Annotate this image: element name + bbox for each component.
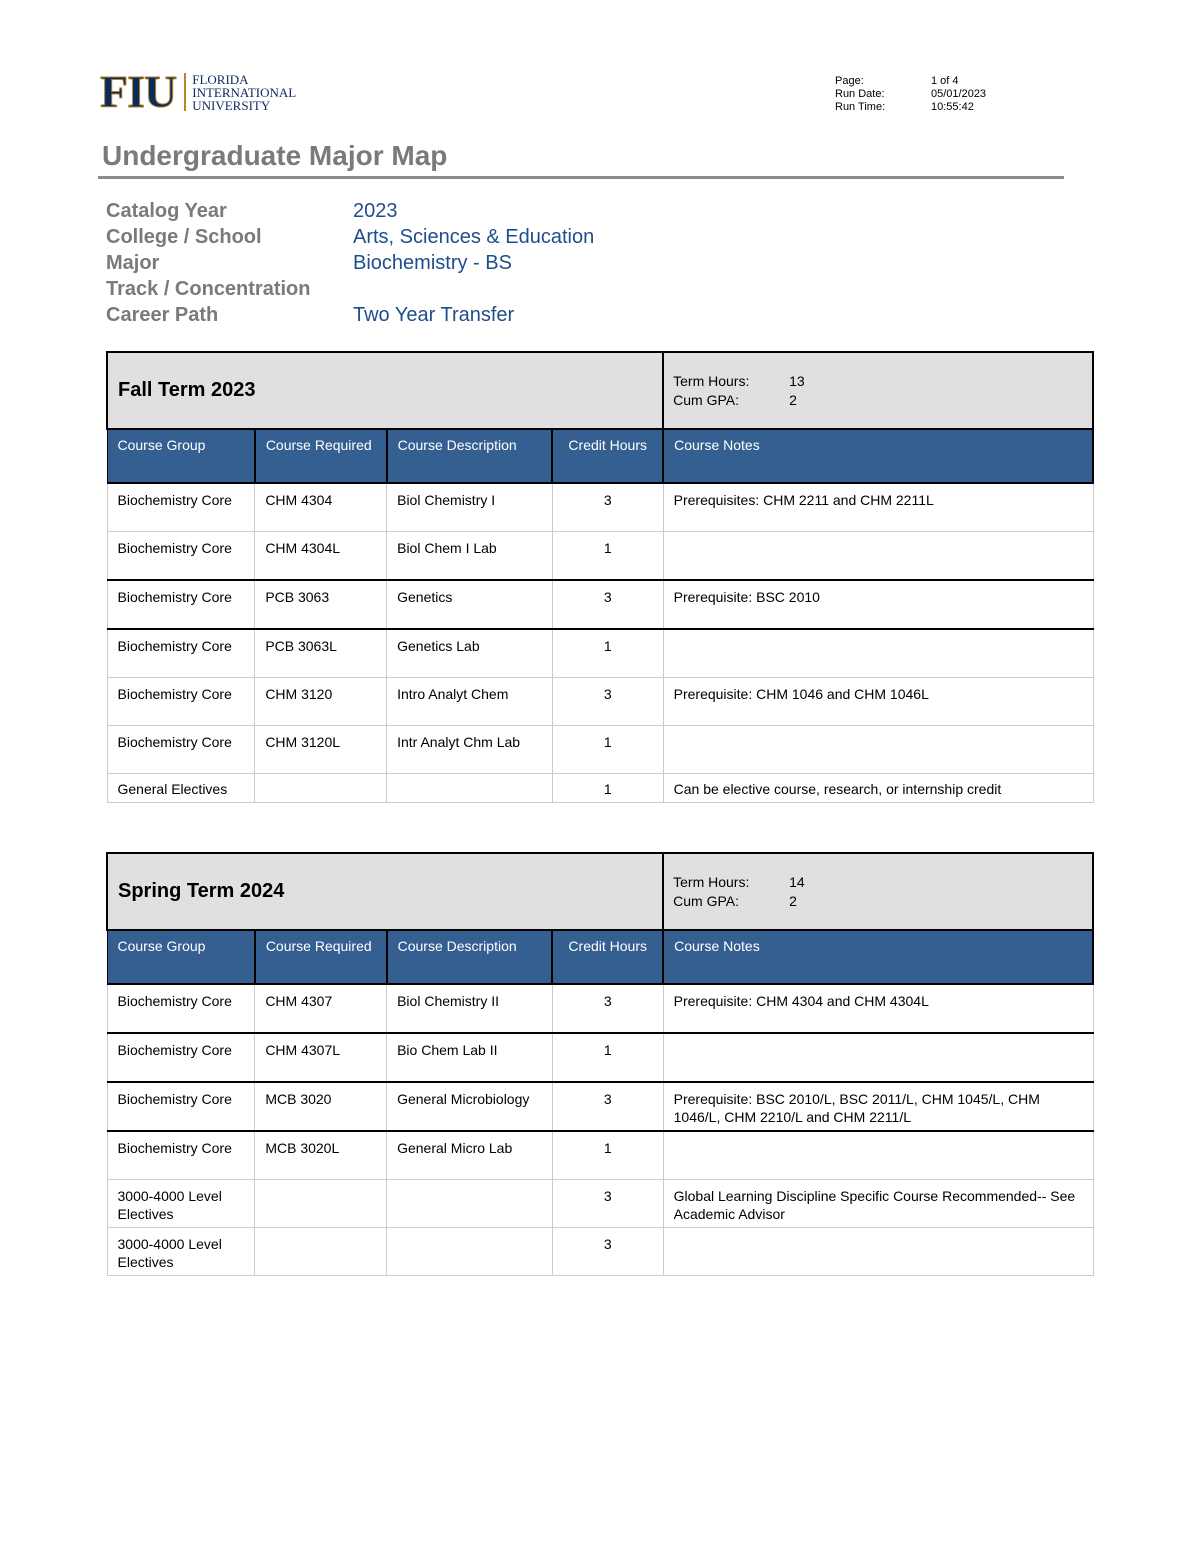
- col-course-required-cell: MCB 3020: [255, 1082, 387, 1131]
- col-credit-hours-cell: 3: [552, 1082, 663, 1131]
- logo-text: [192, 73, 296, 112]
- col-credit-hours-header: Credit Hours: [552, 429, 663, 483]
- col-course-description-cell: [387, 774, 553, 803]
- info-row: [106, 276, 594, 302]
- report-meta: [835, 75, 986, 114]
- title-divider: [98, 176, 1064, 179]
- col-credit-hours-cell: 3: [552, 678, 663, 726]
- col-course-required-cell: CHM 4307: [255, 984, 387, 1033]
- info-row: [106, 198, 594, 224]
- run-date: 05/01/2023: [931, 88, 987, 100]
- term-table: [106, 852, 1094, 1276]
- info-row: [106, 250, 594, 276]
- col-course-required-cell: CHM 3120L: [255, 726, 387, 774]
- info-label: Track / Concentration: [106, 278, 311, 300]
- col-course-required-header: Course Required: [255, 429, 387, 483]
- col-course-notes-cell: Global Learning Discipline Specific Course Recommended-- See Academic Advisor: [663, 1180, 1093, 1228]
- col-course-notes-cell: [663, 1228, 1093, 1276]
- col-course-required-cell: [255, 1180, 387, 1228]
- table-row: [107, 984, 1093, 1033]
- col-course-required-cell: PCB 3063L: [255, 629, 387, 678]
- table-row: [107, 629, 1093, 678]
- col-course-notes-cell: Prerequisites: CHM 2211 and CHM 2211L: [663, 483, 1093, 532]
- col-course-description-cell: Bio Chem Lab II: [387, 1033, 553, 1082]
- col-course-description-cell: Biol Chem I Lab: [387, 532, 553, 581]
- col-course-description-cell: Biol Chemistry I: [387, 483, 553, 532]
- info-value: Two Year Transfer: [353, 304, 515, 326]
- col-course-description-cell: General Microbiology: [387, 1082, 553, 1131]
- cum-gpa: 2: [789, 892, 797, 909]
- logo-line: FLORIDA: [192, 71, 249, 87]
- run-time: 10:55:42: [931, 101, 974, 113]
- term-hours: 14: [789, 873, 805, 890]
- col-course-group-cell: Biochemistry Core: [107, 1131, 255, 1180]
- info-label: College / School: [106, 226, 262, 248]
- col-credit-hours-cell: 3: [552, 984, 663, 1033]
- col-credit-hours-cell: 1: [552, 1131, 663, 1180]
- col-credit-hours-cell: 3: [552, 1180, 663, 1228]
- col-course-notes-cell: [663, 726, 1093, 774]
- col-course-group-cell: Biochemistry Core: [107, 726, 255, 774]
- col-course-group-header: Course Group: [107, 930, 255, 984]
- col-course-required-cell: PCB 3063: [255, 580, 387, 629]
- table-row: [107, 1082, 1093, 1131]
- table-row: [107, 483, 1093, 532]
- table-row: [107, 774, 1093, 803]
- col-course-notes-cell: [663, 1033, 1093, 1082]
- col-course-description-cell: Biol Chemistry II: [387, 984, 553, 1033]
- col-course-required-cell: CHM 3120: [255, 678, 387, 726]
- col-course-required-header: Course Required: [255, 930, 387, 984]
- term-stats: [663, 352, 1093, 429]
- col-credit-hours-cell: 1: [552, 629, 663, 678]
- cum-gpa-label: Cum GPA:: [673, 391, 739, 408]
- table-row: [107, 1228, 1093, 1276]
- col-course-description-cell: Intro Analyt Chem: [387, 678, 553, 726]
- page-label: Page:: [835, 75, 864, 87]
- col-course-group-header: Course Group: [107, 429, 255, 483]
- col-course-group-cell: Biochemistry Core: [107, 1082, 255, 1131]
- term-hours: 13: [789, 372, 805, 389]
- col-course-required-cell: [255, 1228, 387, 1276]
- term-stats: [663, 853, 1093, 930]
- col-course-required-cell: MCB 3020L: [255, 1131, 387, 1180]
- table-row: [107, 532, 1093, 581]
- term-name: Fall Term 2023: [107, 352, 663, 429]
- col-course-description-header: Course Description: [387, 930, 553, 984]
- table-row: [107, 726, 1093, 774]
- col-credit-hours-cell: 1: [552, 726, 663, 774]
- col-course-notes-cell: [663, 1131, 1093, 1180]
- term-name: Spring Term 2024: [107, 853, 663, 930]
- table-row: [107, 1131, 1093, 1180]
- term-table: [106, 351, 1094, 803]
- term-hours-label: Term Hours:: [673, 873, 750, 890]
- logo-line: UNIVERSITY: [192, 97, 271, 113]
- page-number: 1 of 4: [931, 75, 959, 87]
- col-course-description-cell: Intr Analyt Chm Lab: [387, 726, 553, 774]
- col-course-group-cell: Biochemistry Core: [107, 532, 255, 581]
- info-row: [106, 302, 594, 328]
- info-label: Major: [106, 252, 160, 274]
- col-course-notes-header: Course Notes: [663, 429, 1093, 483]
- col-course-description-cell: General Micro Lab: [387, 1131, 553, 1180]
- col-course-notes-cell: [663, 532, 1093, 581]
- fiu-logo: [100, 66, 297, 117]
- run-time-label: Run Time:: [835, 101, 886, 113]
- col-credit-hours-cell: 3: [552, 580, 663, 629]
- col-course-description-cell: [387, 1228, 553, 1276]
- table-row: [107, 678, 1093, 726]
- table-row: [107, 1180, 1093, 1228]
- col-course-required-cell: CHM 4307L: [255, 1033, 387, 1082]
- col-course-notes-cell: Can be elective course, research, or internship credit: [663, 774, 1093, 803]
- col-course-description-header: Course Description: [387, 429, 553, 483]
- col-course-required-cell: [255, 774, 387, 803]
- col-course-group-cell: Biochemistry Core: [107, 984, 255, 1033]
- info-value: 2023: [353, 200, 398, 222]
- cum-gpa-label: Cum GPA:: [673, 892, 739, 909]
- col-course-group-cell: Biochemistry Core: [107, 483, 255, 532]
- col-credit-hours-header: Credit Hours: [552, 930, 663, 984]
- info-value: Biochemistry - BS: [353, 252, 512, 274]
- col-course-notes-cell: [663, 629, 1093, 678]
- table-row: [107, 580, 1093, 629]
- cum-gpa: 2: [789, 391, 797, 408]
- col-credit-hours-cell: 1: [552, 532, 663, 581]
- col-credit-hours-cell: 1: [552, 774, 663, 803]
- run-date-label: Run Date:: [835, 88, 885, 100]
- logo-mark: FIU: [100, 66, 177, 117]
- col-credit-hours-cell: 1: [552, 1033, 663, 1082]
- col-course-required-cell: CHM 4304L: [255, 532, 387, 581]
- page-title: Undergraduate Major Map: [102, 140, 448, 171]
- info-row: [106, 224, 594, 250]
- col-credit-hours-cell: 3: [552, 1228, 663, 1276]
- info-label: Career Path: [106, 304, 219, 326]
- col-course-group-cell: 3000-4000 Level Electives: [107, 1180, 255, 1228]
- col-course-group-cell: 3000-4000 Level Electives: [107, 1228, 255, 1276]
- logo-divider: [184, 73, 186, 111]
- info-label: Catalog Year: [106, 200, 227, 222]
- col-course-group-cell: Biochemistry Core: [107, 580, 255, 629]
- col-course-notes-header: Course Notes: [663, 930, 1093, 984]
- col-course-notes-cell: Prerequisite: CHM 4304 and CHM 4304L: [663, 984, 1093, 1033]
- col-course-group-cell: General Electives: [107, 774, 255, 803]
- col-course-description-cell: Genetics Lab: [387, 629, 553, 678]
- col-course-description-cell: [387, 1180, 553, 1228]
- col-course-notes-cell: Prerequisite: CHM 1046 and CHM 1046L: [663, 678, 1093, 726]
- col-credit-hours-cell: 3: [552, 483, 663, 532]
- col-course-group-cell: Biochemistry Core: [107, 678, 255, 726]
- col-course-notes-cell: Prerequisite: BSC 2010/L, BSC 2011/L, CHM 1045/L, CHM 1046/L, CHM 2210/L and CHM 2211/L: [663, 1082, 1093, 1131]
- table-row: [107, 1033, 1093, 1082]
- col-course-notes-cell: Prerequisite: BSC 2010: [663, 580, 1093, 629]
- col-course-group-cell: Biochemistry Core: [107, 1033, 255, 1082]
- info-value: Arts, Sciences & Education: [353, 226, 595, 248]
- program-info: [106, 198, 594, 328]
- term-hours-label: Term Hours:: [673, 372, 750, 389]
- col-course-group-cell: Biochemistry Core: [107, 629, 255, 678]
- col-course-required-cell: CHM 4304: [255, 483, 387, 532]
- col-course-description-cell: Genetics: [387, 580, 553, 629]
- logo-line: INTERNATIONAL: [192, 84, 297, 100]
